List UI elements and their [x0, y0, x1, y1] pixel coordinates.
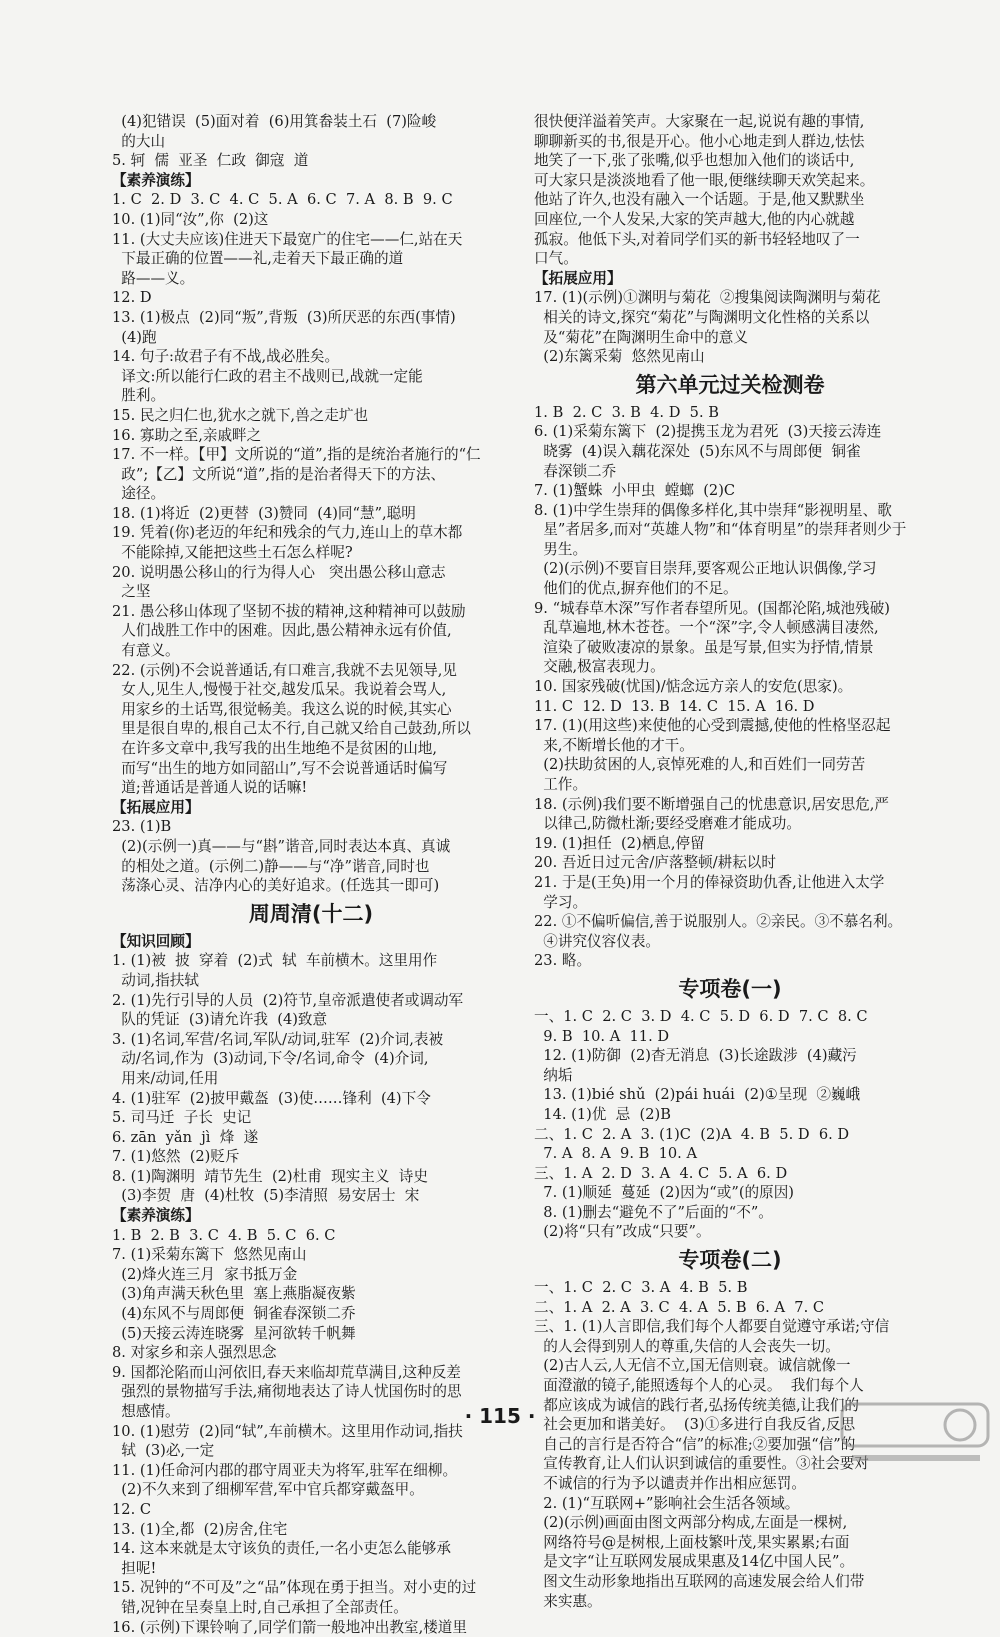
answer-line: 地笑了一下,张了张嘴,似乎也想加入他们的谈话中,	[534, 152, 855, 170]
answer-line: (2)东篱采菊 悠然见南山	[534, 348, 705, 366]
answer-line: 乱草遍地,林木苍苍。一个“深”字,令人顿感满目凄然,	[534, 619, 879, 637]
answer-line: 8. 对家乡和亲人强烈思念	[112, 1344, 277, 1362]
answer-line: 二、1. A 2. A 3. C 4. A 5. B 6. A 7. C	[534, 1298, 825, 1316]
answer-line: (2)(示例一)真——与“斟”谐音,同时表达本真、真诚	[112, 837, 451, 855]
answer-line: (2)不久来到了细柳军营,军中官兵都穿戴盔甲。	[112, 1481, 424, 1499]
answer-line: 渲染了破败凄凉的景象。虽是写景,但实为抒情,情景	[534, 638, 874, 656]
answer-line: 自己的言行是否符合“信”的标准;②要加强“信”的	[534, 1435, 856, 1453]
answer-line: 6. zān yǎn jì 烽 遂	[112, 1128, 259, 1146]
section-title: 周周清(十二)	[248, 901, 374, 926]
answer-line: 以律己,防微杜渐;要经受磨难才能成功。	[534, 815, 801, 833]
answer-line: 1. B 2. C 3. B 4. D 5. B	[534, 403, 719, 421]
answer-line: 22. (示例)不会说普通话,有口难言,我就不去见领导,见	[112, 661, 458, 679]
answer-line: 9. 国都沦陷而山河依旧,春天来临却荒草满目,这种反差	[112, 1363, 461, 1381]
answer-line: (2)将“只有”改成“只要”。	[534, 1223, 711, 1241]
subsection-label: 【素养演练】	[112, 171, 200, 189]
answer-line: 7. A 8. A 9. B 10. A	[534, 1145, 697, 1163]
answer-line: (4)跑	[112, 328, 157, 346]
answer-line: 都应该成为诚信的践行者,弘扬传统美德,让我们的	[534, 1396, 860, 1414]
answer-line: 图文生动形象地指出互联网的高速发展会给人们带	[534, 1572, 865, 1590]
answer-line: 23. 略。	[534, 952, 592, 970]
answer-line: 3. (1)名词,军营/名词,军队/动词,驻军 (2)介词,表被	[112, 1030, 444, 1048]
answer-line: 队的凭证 (3)请允许我 (4)致意	[112, 1011, 328, 1029]
answer-line: 不诚信的行为予以谴责并作出相应惩罚。	[534, 1475, 806, 1492]
answer-line: 10. 国家残破(忧国)/惦念远方亲人的安危(思家)。	[534, 678, 853, 696]
answer-line: (2)(示例)画面由图文两部分构成,左面是一棵树,	[534, 1514, 848, 1532]
answer-line: 里是很自卑的,根自己太不行,自己就又给自己鼓劲,所以	[112, 720, 471, 738]
answer-line: 及“菊花”在陶渊明生命中的意义	[534, 328, 748, 346]
answer-line: 1. (1)被 披 穿着 (2)式 轼 车前横木。这里用作	[112, 952, 438, 970]
answer-line: 12. C	[112, 1500, 152, 1518]
answer-line: 有意义。	[112, 642, 180, 660]
answer-line: 来,不断增长他的才干。	[534, 736, 694, 754]
answer-line: 11. (1)任命河内郡的郡守周亚夫为将军,驻军在细柳。	[112, 1461, 458, 1479]
answer-line: 动词,指扶轼	[112, 971, 199, 989]
answer-line: 强烈的景物描写手法,痛彻地表达了诗人忧国伤时的思	[112, 1383, 462, 1401]
answer-line: 11. (大丈夫应该)住进天下最宽广的住宅——仁,站在天	[112, 230, 463, 248]
answer-line: 他们的优点,摒弃他们的不足。	[534, 580, 738, 598]
answer-line: 晓雾 (4)误入藕花深处 (5)东风不与周郎便 铜雀	[534, 442, 861, 460]
answer-line: 学习。	[534, 893, 588, 911]
answer-line: 一、1. C 2. C 3. A 4. B 5. B	[534, 1279, 748, 1297]
answer-line: (2)(示例)不要盲目崇拜,要客观公正地认识偶像,学习	[534, 560, 877, 578]
answer-line: 他站了许久,也没有融入一个话题。于是,他又默默坐	[534, 191, 865, 209]
answer-line: 2. (1)“互联网+”影响社会生活各领域。	[534, 1494, 800, 1512]
answer-line: 的相处之道。(示例二)静——与“净”谐音,同时也	[112, 857, 430, 875]
answer-line: 三、1. (1)人言即信,我们每个人都要自觉遵守承诺;守信	[534, 1318, 890, 1336]
answer-line: 工作。	[534, 776, 588, 793]
answer-line: 6. (1)采菊东篱下 (2)提携玉龙为君死 (3)天接云涛连	[534, 423, 882, 441]
answer-line: 1. C 2. D 3. C 4. C 5. A 6. C 7. A 8. B 9. C	[112, 191, 453, 209]
answer-line: 12. D	[112, 289, 152, 307]
answer-line: 错,况钟在呈奏皇上时,自己承担了全部责任。	[112, 1598, 408, 1616]
section-title: 专项卷(二)	[678, 1248, 782, 1273]
answer-line: 的人会得到别人的尊重,失信的人会丧失一切。	[534, 1337, 840, 1355]
answer-line: 来实惠。	[534, 1592, 602, 1610]
answer-line: 宣传教育,让人们认识到诚信的重要性。③社会要对	[534, 1455, 869, 1473]
answer-line: 男生。	[534, 540, 588, 558]
answer-line: (3)李贺 唐 (4)杜牧 (5)李清照 易安居士 宋	[112, 1187, 420, 1205]
answer-line: 口气。	[534, 250, 578, 268]
answer-line: 回座位,一个人发呆,大家的笑声越大,他的内心就越	[534, 210, 855, 228]
answer-line: 途径。	[112, 485, 166, 503]
right-column	[534, 112, 926, 1611]
answer-line: (2)古人云,人无信不立,国无信则衰。诚信就像一	[534, 1357, 851, 1375]
answer-line: 13. (1)极点 (2)同“叛”,背叛 (3)所厌恶的东西(事情)	[112, 308, 456, 326]
answer-line: 轼 (3)必,一定	[112, 1442, 215, 1460]
answer-line: 面澄澈的镜子,能照透每个人的心灵。 我们每个人	[534, 1377, 864, 1395]
answer-line: 一、1. C 2. C 3. D 4. C 5. D 6. D 7. C 8. C	[534, 1007, 868, 1025]
answer-line: 政”;【乙】文所说“道”,指的是治者得天下的方法、	[112, 465, 446, 483]
answer-line: 是文字“让互联网发展成果惠及14亿中国人民”。	[534, 1553, 855, 1571]
site-logo	[840, 1400, 990, 1468]
answer-line: (5)天接云涛连晓雾 星河欲转千帆舞	[112, 1324, 356, 1342]
answer-line: 聊聊新买的书,很是开心。他小心地走到人群边,怯怯	[534, 132, 865, 150]
answer-line: 14. (1)优 忌 (2)B	[534, 1105, 671, 1123]
answer-line: 不能除掉,又能把这些土石怎么样呢?	[112, 544, 353, 562]
answer-line: (4)东风不与周郎便 铜雀春深锁二乔	[112, 1305, 356, 1323]
answer-line: 8. (1)中学生崇拜的偶像多样化,其中崇拜“影视明星、歌	[534, 501, 892, 519]
answer-line: 10. (1)慰劳 (2)同“轼”,车前横木。这里用作动词,指扶	[112, 1422, 463, 1440]
answer-line: 很快便洋溢着笑声。大家聚在一起,说说有趣的事情,	[534, 113, 865, 130]
answer-line: 9. “城春草木深”写作者春望所见。(国都沦陷,城池残破)	[534, 599, 890, 617]
answer-line: 二、1. C 2. A 3. (1)C (2)A 4. B 5. D 6. D	[534, 1125, 850, 1143]
answer-line: 17. (1)(示例)①渊明与菊花 ②搜集阅读陶渊明与菊花	[534, 289, 881, 307]
answer-line: 社会更加和谐美好。 (3)①多进行自我反省,反思	[534, 1416, 856, 1434]
answer-line: 在许多文章中,我写我的出生地绝不是贫困的山地,	[112, 740, 438, 757]
answer-line: 女人,见生人,慢慢于社交,越发瓜呆。我说着会骂人,	[112, 681, 447, 699]
answer-line: 交融,极富表现力。	[534, 658, 665, 676]
answer-line: 14. 这本来就是太守该负的责任,一名小吏怎么能够承	[112, 1540, 451, 1558]
answer-line: 路——义。	[112, 269, 195, 287]
answer-line: 人们战胜工作中的困难。因此,愚公精神永远有价值,	[112, 622, 452, 640]
answer-line: 可大家只是淡淡地看了他一眼,便继续聊天欢笑起来。	[534, 171, 875, 189]
answer-line: 动/名词,作为 (3)动词,下令/名词,命令 (4)介词,	[112, 1050, 429, 1068]
answer-line: 20. 吾近日过元舍/庐落整顿/耕耘以时	[534, 854, 776, 872]
answer-line: 20. 说明愚公移山的行为得人心 突出愚公移山意志	[112, 563, 446, 581]
answer-line: 23. (1)B	[112, 818, 172, 836]
answer-line: 4. (1)驻军 (2)披甲戴盔 (3)使……锋利 (4)下令	[112, 1089, 431, 1107]
answer-line: (4)犯错误 (5)面对着 (6)用箕畚装土石 (7)险峻	[112, 113, 437, 130]
answer-line: (2)烽火连三月 家书抵万金	[112, 1265, 298, 1283]
answer-line: 孤寂。他低下头,对着同学们买的新书轻轻地叹了一	[534, 230, 860, 248]
answer-line: 之坚	[112, 583, 151, 601]
answer-line: 春深锁二乔	[534, 462, 617, 480]
answer-line: 5. 司马迁 子长 史记	[112, 1109, 252, 1127]
subsection-label: 【知识回顾】	[112, 932, 200, 950]
answer-line: 15. 民之归仁也,犹水之就下,兽之走圹也	[112, 406, 369, 424]
answer-line: ④讲究仪容仪表。	[534, 932, 661, 950]
answer-line: 8. (1)删去“避免不了”后面的“不”。	[534, 1203, 773, 1221]
answer-line: 7. (1)悠然 (2)贬斥	[112, 1148, 240, 1166]
answer-line: 而写“出生的地方如同韶山”,写不会说普通话时偏写	[112, 759, 448, 777]
answer-line: 想感情。	[112, 1403, 180, 1420]
answer-line: 荡涤心灵、洁净内心的美好追求。(任选其一即可)	[112, 877, 440, 895]
answer-line: 8. (1)陶渊明 靖节先生 (2)杜甫 现实主义 诗史	[112, 1167, 428, 1185]
answer-line: 7. (1)采菊东篱下 悠然见南山	[112, 1246, 307, 1264]
answer-line: 9. B 10. A 11. D	[534, 1027, 670, 1045]
page-number: · 115 ·	[464, 1404, 536, 1428]
answer-line: 22. ①不偏听偏信,善于说服别人。②亲民。③不慕名利。	[534, 913, 903, 931]
answer-line: 12. (1)防御 (2)杳无消息 (3)长途跋涉 (4)藏污	[534, 1047, 857, 1065]
answer-line: 2. (1)先行引导的人员 (2)符节,皇帝派遣使者或调动军	[112, 991, 464, 1009]
answer-line: 13. (1)bié shǔ (2)pái huái (2)①呈现 ②巍峨	[534, 1086, 861, 1104]
answer-line: 18. (1)将近 (2)更替 (3)赞同 (4)同“慧”,聪明	[112, 504, 416, 522]
answer-line: 用家乡的土话骂,很觉畅美。我这么说的时候,其实心	[112, 700, 452, 718]
answer-line: 16. 寡助之至,亲戚畔之	[112, 426, 262, 444]
answer-line: 纳垢	[534, 1066, 573, 1084]
answer-line: (3)角声满天秋色里 塞上燕脂凝夜紫	[112, 1285, 356, 1303]
section-title: 专项卷(一)	[678, 976, 782, 1001]
answer-line: 21. 愚公移山体现了坚韧不拔的精神,这种精神可以鼓励	[112, 602, 466, 620]
subsection-label: 【拓展应用】	[534, 269, 622, 287]
answer-line: 18. (示例)我们要不断增强自己的忧患意识,居安思危,严	[534, 795, 889, 813]
answer-line: 道;普通话是普通人说的话嘛!	[112, 779, 308, 797]
answer-line: 11. C 12. D 13. B 14. C 15. A 16. D	[534, 697, 815, 715]
answer-line: 5. 轲 儒 亚圣 仁政 御寇 道	[112, 152, 309, 170]
answer-line: 相关的诗文,探究“菊花”与陶渊明文化性格的关系以	[534, 308, 870, 326]
answer-line: 译文:所以能行仁政的君主不战则已,战就一定能	[112, 367, 423, 385]
answer-line: (2)扶助贫困的人,哀悼死难的人,和百姓们一同劳苦	[534, 756, 866, 774]
answer-line: 15. 况钟的“不可及”之“品”体现在勇于担当。对小吏的过	[112, 1579, 477, 1597]
answer-line: 网络符号@是树根,上面枝繁叶茂,果实累累;右面	[534, 1533, 850, 1551]
answer-line: 7. (1)顺延 蔓延 (2)因为“或”(的原因)	[534, 1184, 794, 1202]
answer-line: 三、1. A 2. D 3. A 4. C 5. A 6. D	[534, 1164, 788, 1182]
answer-line: 星”者居多,而对“英雄人物”和“体育明星”的崇拜者则少于	[534, 521, 907, 539]
answer-line: 17. (1)(用这些)来使他的心受到震撼,使他的性格坚忍起	[534, 717, 891, 735]
answer-line: 21. 于是(王奂)用一个月的俸禄资助仇香,让他进入太学	[534, 873, 885, 891]
answer-line: 下最正确的位置——礼,走着天下最正确的道	[112, 250, 404, 268]
section-title: 第六单元过关检测卷	[635, 372, 825, 397]
subsection-label: 【素养演练】	[112, 1207, 200, 1225]
answer-line: 用来/动词,任用	[112, 1069, 219, 1087]
answer-line: 19. 凭着(你)老迈的年纪和残余的气力,连山上的草木都	[112, 524, 463, 542]
subsection-label: 【拓展应用】	[112, 798, 200, 816]
answer-line: 17. 不一样。【甲】文所说的“道”,指的是统治者施行的“仁	[112, 446, 481, 464]
answer-line: 胜利。	[112, 387, 166, 405]
answer-line: 1. B 2. B 3. C 4. B 5. C 6. C	[112, 1226, 336, 1244]
answer-line: 13. (1)全,都 (2)房舍,住宅	[112, 1520, 288, 1538]
answer-line: 10. (1)同“汝”,你 (2)这	[112, 210, 269, 228]
answer-line: 19. (1)担任 (2)栖息,停留	[534, 834, 705, 852]
answer-line: 7. (1)蟹蛛 小甲虫 螳螂 (2)C	[534, 482, 736, 500]
answer-line: 14. 句子:故君子有不战,战必胜矣。	[112, 348, 340, 366]
answer-line: 担呢!	[112, 1559, 157, 1577]
answer-line: 16. (示例)下课铃响了,同学们箭一般地冲出教室,楼道里	[112, 1618, 467, 1636]
answer-line: 的大山	[112, 132, 166, 150]
